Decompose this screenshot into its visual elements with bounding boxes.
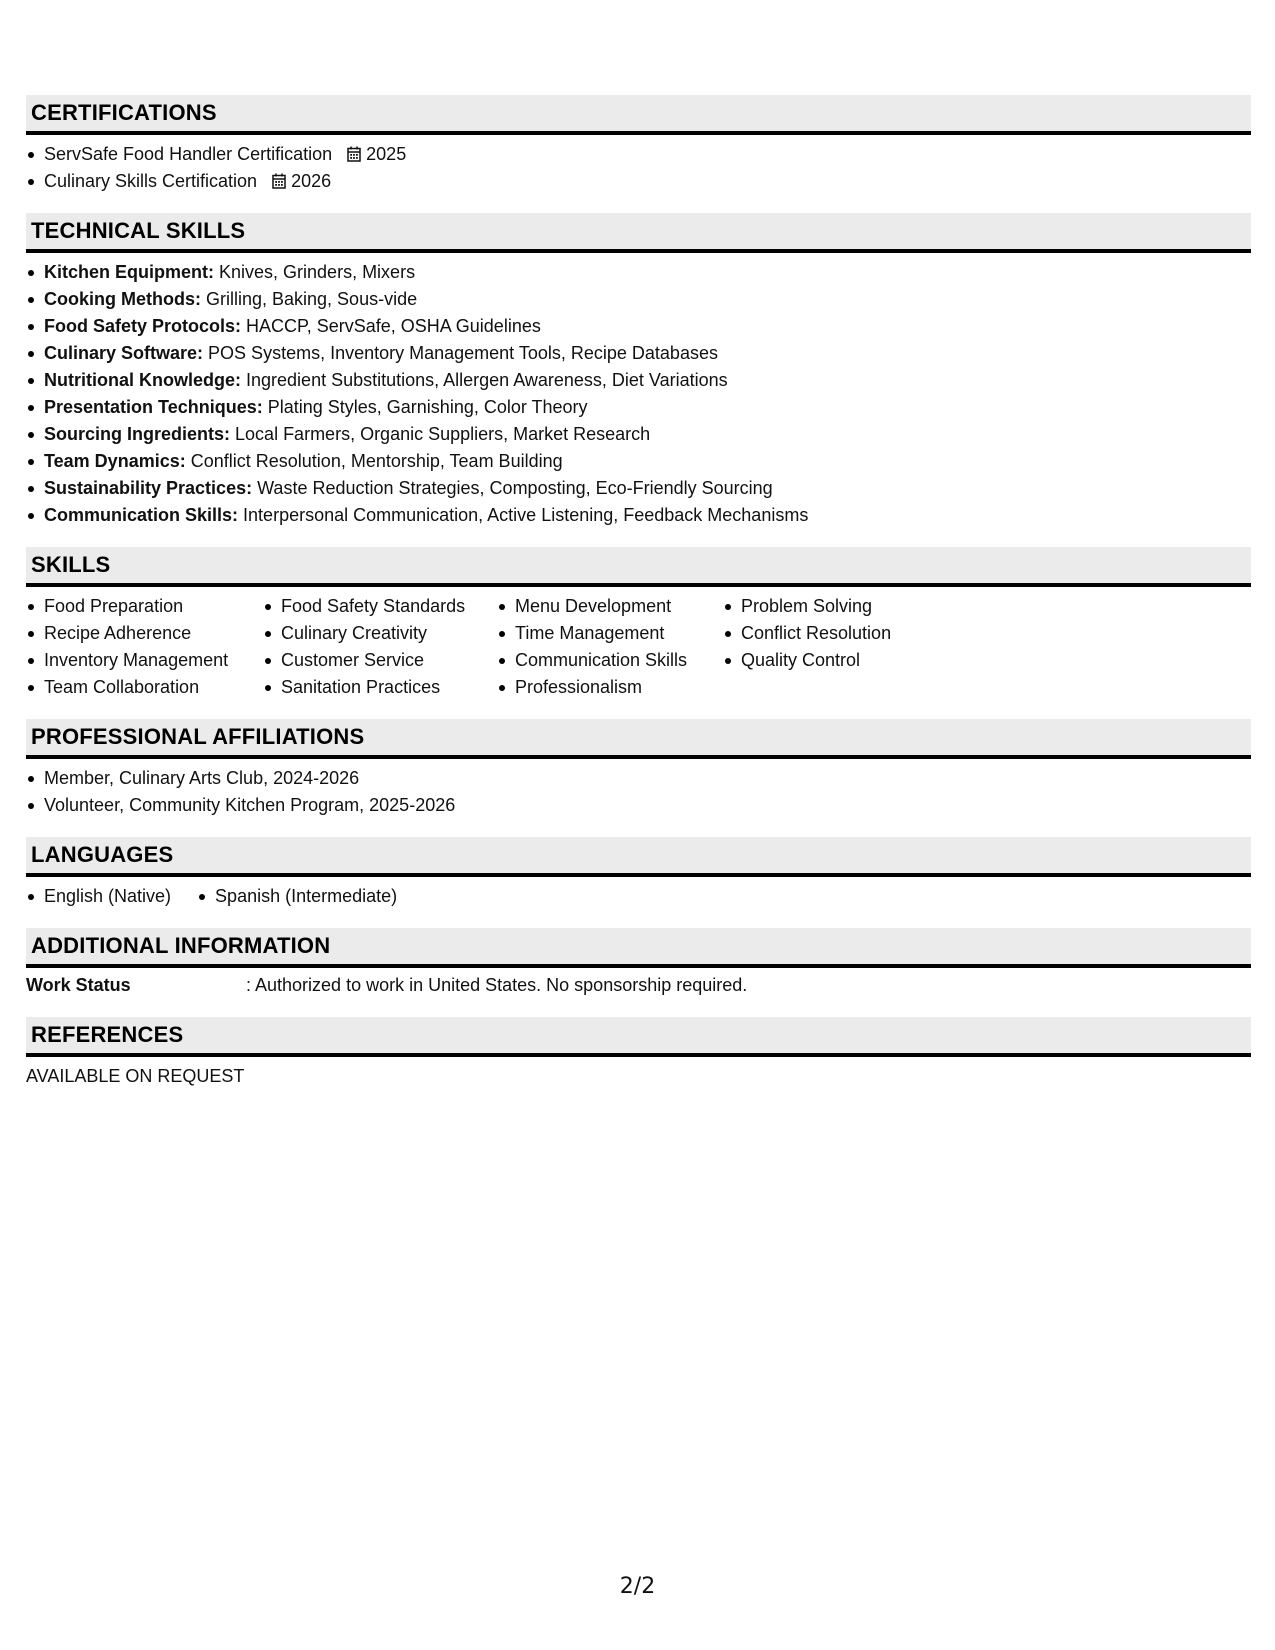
list-item	[26, 259, 1251, 286]
list-item	[26, 141, 1251, 168]
list-item	[26, 421, 1251, 448]
list-item: Sanitation Practices	[263, 674, 497, 701]
skill-values: POS Systems, Inventory Management Tools, Recipe Databases	[208, 343, 718, 363]
list-item: Member, Culinary Arts Club, 2024-2026	[26, 765, 1251, 792]
certifications-section	[26, 95, 1251, 195]
list-item: Problem Solving	[723, 593, 923, 620]
skill-category: Kitchen Equipment:	[44, 262, 214, 282]
certification-name: ServSafe Food Handler Certification	[44, 144, 333, 164]
section-title: SKILLS	[31, 552, 111, 577]
section-header	[26, 928, 1251, 968]
skill-category: Cooking Methods:	[44, 289, 201, 309]
section-header	[26, 547, 1251, 587]
certification-year: 2025	[366, 144, 407, 164]
resume-page	[26, 95, 1251, 1108]
affiliations-list	[26, 765, 1251, 819]
list-item: Professionalism	[497, 674, 723, 701]
section-title: REFERENCES	[31, 1022, 184, 1047]
certification-name: Culinary Skills Certification	[44, 171, 258, 191]
list-item: Spanish (Intermediate)	[197, 883, 397, 910]
skill-values: Interpersonal Communication, Active Listening, Feedback Mechanisms	[243, 505, 809, 525]
technical-skills-list	[26, 259, 1251, 529]
work-status-row	[26, 972, 1251, 999]
skills-column	[26, 593, 263, 701]
certification-year: 2026	[291, 171, 332, 191]
languages-list	[26, 883, 1251, 910]
list-item: Customer Service	[263, 647, 497, 674]
list-item: Volunteer, Community Kitchen Program, 2025-2026	[26, 792, 1251, 819]
list-item	[26, 340, 1251, 367]
section-title: PROFESSIONAL AFFILIATIONS	[31, 724, 365, 749]
skill-category: Sourcing Ingredients:	[44, 424, 231, 444]
work-status-value: : Authorized to work in United States. No sponsorship required.	[246, 975, 748, 995]
languages-section	[26, 837, 1251, 910]
skill-values: Waste Reduction Strategies, Composting, Eco-Friendly Sourcing	[257, 478, 773, 498]
list-item: Communication Skills	[497, 647, 723, 674]
additional-info-section	[26, 928, 1251, 999]
references-section	[26, 1017, 1251, 1090]
skill-values: Plating Styles, Garnishing, Color Theory	[267, 397, 588, 417]
calendar-icon	[272, 173, 286, 189]
list-item: Menu Development	[497, 593, 723, 620]
list-item: English (Native)	[26, 883, 171, 910]
list-item	[26, 313, 1251, 340]
section-header	[26, 1017, 1251, 1057]
calendar-icon	[347, 146, 361, 162]
skills-column	[497, 593, 723, 701]
list-item: Food Preparation	[26, 593, 263, 620]
section-title: TECHNICAL SKILLS	[31, 218, 246, 243]
list-item: Recipe Adherence	[26, 620, 263, 647]
section-title: ADDITIONAL INFORMATION	[31, 933, 331, 958]
list-item	[26, 394, 1251, 421]
list-item: Culinary Creativity	[263, 620, 497, 647]
list-item: Team Collaboration	[26, 674, 263, 701]
skill-category: Culinary Software:	[44, 343, 204, 363]
skill-category: Sustainability Practices:	[44, 478, 253, 498]
section-header	[26, 719, 1251, 759]
list-item: Food Safety Standards	[263, 593, 497, 620]
list-item: Conflict Resolution	[723, 620, 923, 647]
skill-category: Communication Skills:	[44, 505, 239, 525]
list-item	[26, 367, 1251, 394]
list-item: Quality Control	[723, 647, 923, 674]
list-item	[26, 286, 1251, 313]
section-title: CERTIFICATIONS	[31, 100, 217, 125]
skill-category: Food Safety Protocols:	[44, 316, 242, 336]
technical-skills-section	[26, 213, 1251, 529]
skill-category: Nutritional Knowledge:	[44, 370, 241, 390]
skill-values: Grilling, Baking, Sous-vide	[206, 289, 418, 309]
list-item	[26, 448, 1251, 475]
page-number: 2/2	[619, 1574, 656, 1599]
skill-values: HACCP, ServSafe, OSHA Guidelines	[246, 316, 541, 336]
skills-grid	[26, 593, 1251, 701]
section-title: LANGUAGES	[31, 842, 174, 867]
skill-category: Presentation Techniques:	[44, 397, 263, 417]
section-header	[26, 837, 1251, 877]
skills-column	[723, 593, 923, 701]
skill-values: Ingredient Substitutions, Allergen Awareness, Diet Variations	[246, 370, 728, 390]
list-item	[26, 168, 1251, 195]
work-status-label: Work Status	[26, 975, 131, 995]
affiliations-section	[26, 719, 1251, 819]
list-item: Inventory Management	[26, 647, 263, 674]
certifications-list	[26, 141, 1251, 195]
skills-column	[263, 593, 497, 701]
list-item: Time Management	[497, 620, 723, 647]
skills-section	[26, 547, 1251, 701]
skill-values: Local Farmers, Organic Suppliers, Market Research	[235, 424, 651, 444]
list-item	[26, 502, 1251, 529]
skill-values: Knives, Grinders, Mixers	[219, 262, 416, 282]
section-header	[26, 95, 1251, 135]
references-text: AVAILABLE ON REQUEST	[26, 1066, 245, 1086]
skill-category: Team Dynamics:	[44, 451, 186, 471]
list-item	[26, 475, 1251, 502]
skill-values: Conflict Resolution, Mentorship, Team Building	[190, 451, 563, 471]
section-header	[26, 213, 1251, 253]
